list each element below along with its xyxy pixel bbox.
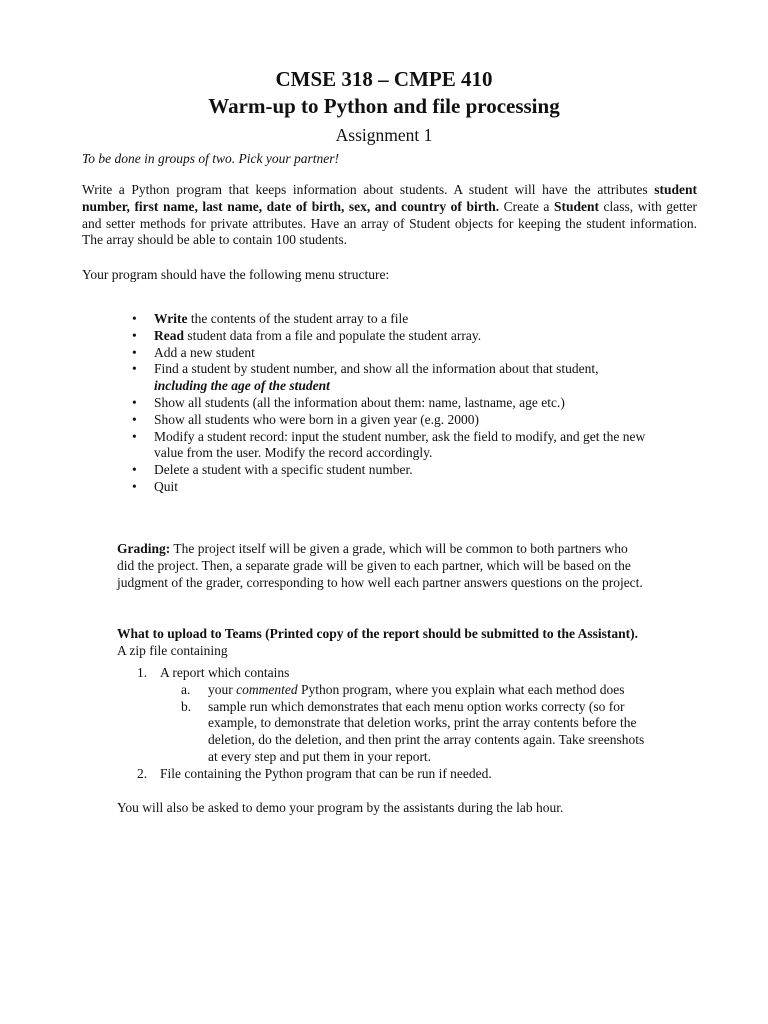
grading-paragraph: Grading: The project itself will be given a grade, which will be common to both partners who did the project. Then, a separate grade will be given to each partner, which will be based on the judgment of the grader, corresponding to how well each partner answers questions on the project. <box>117 541 643 590</box>
list-item: • Show all students (all the information about them: name, lastname, age etc.) <box>132 395 652 412</box>
upload-paragraph: What to upload to Teams (Printed copy of the report should be submitted to the Assistant). A zip file containing <box>117 626 639 658</box>
list-item: • Read student data from a file and populate the student array. <box>132 328 652 345</box>
student-class-name: Student <box>553 198 599 214</box>
intro-paragraph: Write a Python program that keeps information about students. A student will have the attributes student number, first name, last name, date of birth, sex, and country of birth. Create a Student class, with getter and setter methods for private attributes. Have an array of Student objects for keeping the student information. The array should be able to contain 100 students. <box>82 182 697 248</box>
upload-label: What to upload to Teams (Printed copy of the report should be submitted to the Assistant). <box>117 626 639 641</box>
course-title: CMSE 318 – CMPE 410 <box>275 67 493 91</box>
upload-list <box>137 665 657 783</box>
list-item: b. sample run which demonstrates that each menu option works correcty (so for example, to demonstrate that deletion works, print the array contents before the deletion, do the deletion, and then print the array contents again. Take sreenshots at every step and put them in your report. <box>181 698 645 764</box>
report-contents-list <box>160 682 657 766</box>
list-item: 1. A report which contains a. your commented Python program, where you explain what each method does b. sample run which demonstrates that each menu option works correcty (so for example, to demonstrate that deletion works, print the array contents before the deletion, do the deletion, and then print the array contents again. Take sreenshots at every step and put them in your report. <box>137 665 657 766</box>
document-title: Warm-up to Python and file processing <box>208 94 560 118</box>
list-item: • Show all students who were born in a given year (e.g. 2000) <box>132 412 652 429</box>
grading-label: Grading: <box>117 541 171 556</box>
list-item: 2. File containing the Python program that can be run if needed. <box>137 765 492 781</box>
list-item: • Modify a student record: input the student number, ask the field to modify, and get the new value from the user. Modify the record accordingly. <box>132 429 652 463</box>
demo-paragraph: You will also be asked to demo your program by the assistants during the lab hour. <box>117 800 564 815</box>
group-note: To be done in groups of two. Pick your partner! <box>82 151 339 166</box>
menu-intro: Your program should have the following menu structure: <box>82 267 390 282</box>
list-item: a. your commented Python program, where you explain what each method does <box>181 681 625 697</box>
list-item: • Add a new student <box>132 345 652 362</box>
attributes-list: student number, first name, last name, date of birth, sex, and country of birth. <box>82 182 697 214</box>
list-item: • Quit <box>132 479 652 496</box>
list-item: • Delete a student with a specific student number. <box>132 462 652 479</box>
list-item: • Write the contents of the student array to a file <box>132 311 652 328</box>
menu-list <box>132 311 652 496</box>
assignment-subtitle: Assignment 1 <box>335 125 433 145</box>
list-item: • Find a student by student number, and show all the information about that student, including the age of the student <box>132 361 652 395</box>
